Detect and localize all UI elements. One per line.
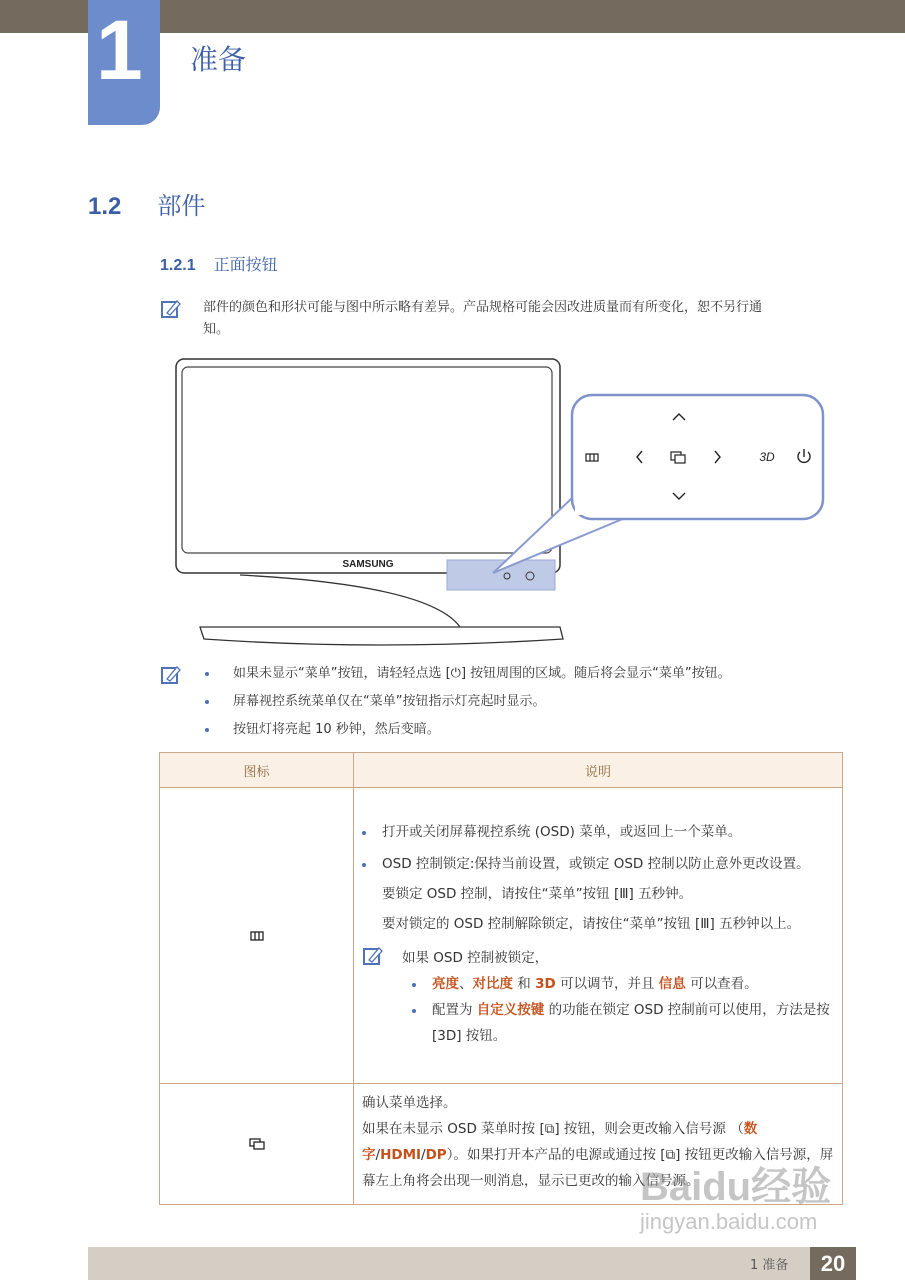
table-row [160,788,843,1084]
page-number: 20 [810,1247,856,1280]
desc-paragraph: 要对锁定的 OSD 控制解除锁定，请按住“菜单”按钮 [Ⅲ] 五秒钟以上。 [382,915,801,932]
note-bullet-list [200,660,840,744]
monitor-figure [170,355,830,655]
header-icon: 图标 [160,753,354,788]
list-item: 按钮灯将亮起 10 秒钟，然后变暗。 [200,716,840,744]
subsection-number: 1.2.1 [160,257,196,274]
desc-paragraph: 确认菜单选择。 [362,1095,457,1111]
monitor-stand [200,627,563,645]
header-desc: 说明 [354,753,843,788]
list-item: 配置为 自定义按键 的功能在锁定 OSD 控制前可以使用，方法是按 [3D] 按钮。 [412,997,836,1049]
source-icon [249,1138,265,1150]
section-title: 部件 [157,192,206,220]
footer-chapter-label: 1 准备 [750,1258,789,1273]
note-text: 部件的颜色和形状可能与图中所示略有差异。产品规格可能会因改进质量而有所变化，恕不另行通 知。 [203,300,763,337]
baidu-watermark: Baidu经验 jingyan.baidu.com [640,1165,832,1234]
menu-desc-cell [354,788,843,1084]
section-number: 1.2 [88,193,122,220]
menu-icon [250,931,264,941]
chapter-title: 准备 [190,43,247,76]
list-item: OSD 控制锁定:保持当前设置，或锁定 OSD 控制以防止意外更改设置。 [362,851,836,877]
3d-icon: 3D [759,450,775,464]
section-heading [88,186,205,221]
note-icon [362,945,384,967]
subsection-heading [160,252,278,275]
note-icon [160,664,182,686]
button-table [159,752,843,1205]
brand-logo: SAMSUNG [342,559,394,570]
source-icon-cell [160,1084,354,1205]
subsection-title: 正面按钮 [213,255,278,274]
list-item: 亮度、对比度 和 3D 可以调节，并且 信息 可以查看。 [412,971,836,997]
lock-note-text: 如果 OSD 控制被锁定， [402,949,549,966]
list-item: 屏幕视控系统菜单仅在“菜单”按钮指示灯亮起时显示。 [200,688,840,716]
note-icon [160,298,182,320]
list-item: 如果未显示“菜单”按钮，请轻轻点选 [⏻] 按钮周围的区域。随后将会显示“菜单”按钮。 [200,660,840,688]
table-header-row [160,753,843,788]
footer-bar [88,1247,810,1280]
lock-note [362,945,836,1049]
list-item: 打开或关闭屏幕视控系统 (OSD) 菜单，或返回上一个菜单。 [362,819,836,845]
menu-icon-cell [160,788,354,1084]
chapter-number: 1 [96,3,143,97]
desc-paragraph: 如果在未显示 OSD 菜单时按 [⧉] 按钮，则会更改输入信号源 （数字/HDMI/DP）。如果打开本产品的电源或通过按 [⧉] 按钮更改输入信号源，屏幕左上角将会出现一则消息，显示已更改的输入信号源。 [362,1121,834,1189]
desc-paragraph: 要锁定 OSD 控制，请按住“菜单”按钮 [Ⅲ] 五秒钟。 [382,885,693,902]
